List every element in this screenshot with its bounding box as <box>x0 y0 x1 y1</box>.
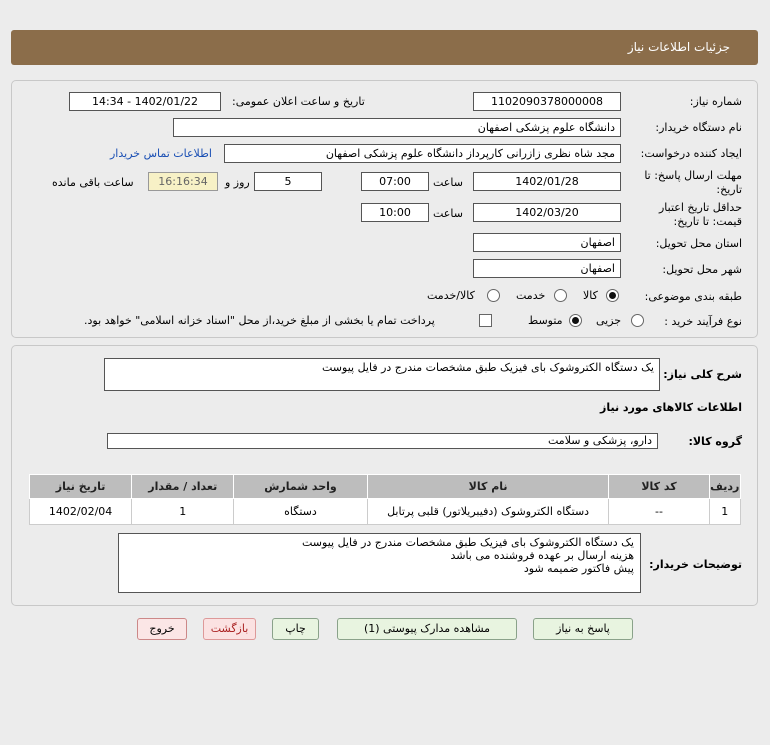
cell-code: -- <box>609 499 709 525</box>
reply-button[interactable]: پاسخ به نیاز <box>533 618 633 640</box>
goods-table <box>29 474 741 525</box>
deadline-label: مهلت ارسال پاسخ: تا <box>644 169 742 182</box>
page-title: جزئیات اطلاعات نیاز <box>627 40 730 54</box>
category-goods-radio[interactable] <box>606 289 619 302</box>
col-row: ردیف <box>709 475 740 499</box>
remaining-time-field: 16:16:34 <box>148 172 218 191</box>
print-button[interactable]: چاپ <box>272 618 319 640</box>
deadline-label-2: تاریخ: <box>716 183 742 196</box>
col-name: نام کالا <box>367 475 609 499</box>
deadline-time-field: 07:00 <box>361 172 429 191</box>
table-row <box>30 499 741 525</box>
summary-field: یک دستگاه الکتروشوک بای فیزیک طبق مشخصات مندرج در فایل پیوست <box>104 358 660 391</box>
treasury-payment-checkbox[interactable] <box>479 314 492 327</box>
category-both-radio[interactable] <box>487 289 500 302</box>
category-label: طبقه بندی موضوعی: <box>644 290 742 303</box>
days-field: 5 <box>254 172 322 191</box>
announce-field: 1402/01/22 - 14:34 <box>69 92 221 111</box>
col-code: کد کالا <box>609 475 709 499</box>
cell-name: دستگاه الکتروشوک (دفیبریلاتور) قلبی پرتابل <box>367 499 609 525</box>
process-medium-radio[interactable] <box>569 314 582 327</box>
category-both-label: کالا/خدمت <box>427 289 475 302</box>
col-quantity: تعداد / مقدار <box>132 475 234 499</box>
summary-label: شرح کلی نیاز: <box>663 368 742 381</box>
goods-group-label: گروه کالا: <box>688 435 742 448</box>
deadline-time-label: ساعت <box>433 176 463 189</box>
buyer-notes-label: توضیحات خریدار: <box>649 558 742 571</box>
province-field: اصفهان <box>473 233 621 252</box>
cell-date: 1402/02/04 <box>30 499 132 525</box>
category-service-radio[interactable] <box>554 289 567 302</box>
creator-label: ایجاد کننده درخواست: <box>640 147 742 160</box>
goods-group-field: دارو، پزشکی و سلامت <box>107 433 658 449</box>
deadline-date-field: 1402/01/28 <box>473 172 621 191</box>
goods-section-title: اطلاعات کالاهای مورد نیاز <box>600 401 742 414</box>
buyer-org-field: دانشگاه علوم پزشکی اصفهان <box>173 118 621 137</box>
buyer-org-label: نام دستگاه خریدار: <box>655 121 742 134</box>
province-label: استان محل تحویل: <box>655 237 742 250</box>
validity-date-field: 1402/03/20 <box>473 203 621 222</box>
need-number-field: 1102090378000008 <box>473 92 621 111</box>
process-label: نوع فرآیند خرید : <box>664 315 742 328</box>
buyer-contact-link[interactable]: اطلاعات تماس خریدار <box>110 147 212 160</box>
category-goods-label: کالا <box>583 289 598 302</box>
buyer-notes-line-2: هزینه ارسال بر عهده فروشنده می باشد <box>450 549 634 562</box>
validity-time-label: ساعت <box>433 207 463 220</box>
process-partial-label: جزیی <box>596 314 622 327</box>
exit-button[interactable]: خروج <box>137 618 187 640</box>
announce-label: تاریخ و ساعت اعلان عمومی: <box>232 95 365 108</box>
validity-label-2: قیمت: تا تاریخ: <box>673 215 742 228</box>
days-label: روز و <box>225 176 250 189</box>
goods-table-header <box>30 475 741 499</box>
buyer-notes-field <box>118 533 641 593</box>
creator-field: مجد شاه نظری زازرانی کارپرداز دانشگاه علوم پزشکی اصفهان <box>224 144 621 163</box>
need-number-label: شماره نیاز: <box>689 95 742 108</box>
cell-quantity: 1 <box>132 499 234 525</box>
remaining-label: ساعت باقی مانده <box>52 176 134 189</box>
back-button[interactable]: بازگشت <box>203 618 256 640</box>
buyer-notes-line-3: پیش فاکتور ضمیمه شود <box>523 562 634 575</box>
treasury-payment-note: پرداخت تمام یا بخشی از مبلغ خرید،از محل "اسناد خزانه اسلامی" خواهد بود. <box>84 314 435 327</box>
validity-time-field: 10:00 <box>361 203 429 222</box>
col-unit: واحد شمارش <box>234 475 367 499</box>
city-label: شهر محل تحویل: <box>662 263 742 276</box>
page-header <box>11 30 758 65</box>
cell-unit: دستگاه <box>234 499 367 525</box>
attachments-button[interactable]: مشاهده مدارک پیوستی (1) <box>337 618 517 640</box>
cell-row: 1 <box>709 499 740 525</box>
col-date: تاریخ نیاز <box>30 475 132 499</box>
validity-label: حداقل تاریخ اعتبار <box>658 201 742 214</box>
process-partial-radio[interactable] <box>631 314 644 327</box>
buyer-notes-line-1: یک دستگاه الکتروشوک بای فیزیک طبق مشخصات مندرج در فایل پیوست <box>302 536 634 549</box>
process-medium-label: متوسط <box>528 314 563 327</box>
category-service-label: خدمت <box>516 289 546 302</box>
city-field: اصفهان <box>473 259 621 278</box>
